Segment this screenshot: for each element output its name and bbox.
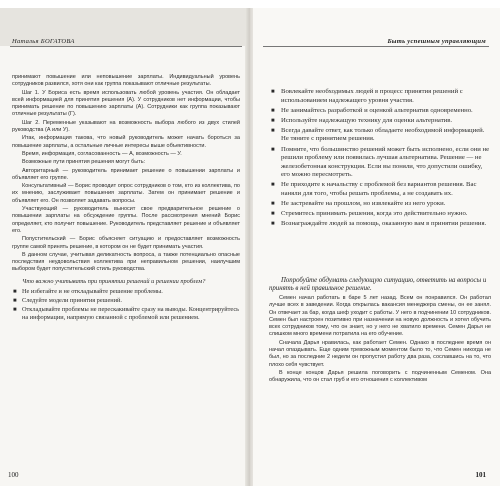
left-page-number: 100 <box>8 471 19 479</box>
bullet-icon: ■ <box>271 146 275 153</box>
list-item <box>269 146 491 180</box>
bullet-icon: ■ <box>271 89 275 95</box>
list-item-text: Не избегайте и не откладывайте решение проблемы. <box>22 287 163 295</box>
paragraph: Участвующий — руководитель выносит свое предварительное решение о повышении зарплаты на обсуждение группы. После рассмотрения мнений Борис определяет, кто получит повышение. Руководитель представляет решение и объявляет его. <box>12 206 240 234</box>
section-question: Что важно учитывать при принятии решений и решении проблем? <box>22 277 206 285</box>
list-item <box>12 297 240 305</box>
bullet-icon: ■ <box>271 182 275 189</box>
paragraph: принимают повышение или неповышение зарплаты. Индивидуальный уровень сотрудников развился, хотя они как группа показывают отличные результаты. <box>12 74 240 88</box>
list-item-text: Следуйте модели принятия решений. <box>22 296 122 304</box>
list-item-text: Вознаграждайте людей за помощь, оказанную вам в принятии решения. <box>281 220 487 228</box>
paragraph: Время, информация, согласованность — А, возможность — У. <box>22 150 182 157</box>
bullet-icon: ■ <box>13 297 17 304</box>
list-item <box>269 220 491 229</box>
paragraph: В данном случае, учитывая деликатность вопроса, а также потенциально опасные последствия неудовольствия коллектива при неправильном решении, наилучшим выбором будет попустительский стиль руководства. <box>12 251 240 273</box>
paragraph: Попустительский — Борис объясняет ситуацию и предоставляет возможность группе самой принять решение, в котором он не будет принимать участия. <box>12 236 240 250</box>
list-item-text: Вовлекайте необходимых людей в процесс принятия решений с использованием надлежащего уровня участия. <box>281 88 463 104</box>
list-item-text: Не приходите к начальству с проблемой без вариантов решения. Вас наняли для того, чтобы решать проблемы, а не создавать их. <box>281 181 477 198</box>
bullet-icon: ■ <box>13 306 17 313</box>
task-prompt: Попробуйте обдумать следующую ситуацию, ответить на вопросы и принять в ней правильное решение. <box>269 276 487 293</box>
page-margin-bottom <box>0 486 500 500</box>
list-item <box>269 107 491 116</box>
list-item-text: Стремитесь принимать решения, когда это действительно нужно. <box>281 210 468 218</box>
paragraph: Авторитарный — руководитель принимает решение о повышении зарплаты и объявляет его группе. <box>12 167 240 181</box>
list-item <box>269 117 491 126</box>
bullet-icon: ■ <box>271 221 275 228</box>
right-running-head: Быть успешным управляющим <box>387 38 486 45</box>
list-item <box>269 181 491 198</box>
right-bullet-list <box>269 88 491 229</box>
list-item-text: Помните, что большинство решений может быть исполнено, если они не решили проблему или появилась лучшая альтернатива. Решение — не железобетонная конструкция. Если вы поняли, что допустили ошибку, его можно пересмотреть. <box>281 145 490 179</box>
paragraph: Шаг 1. У Бориса есть время использовать любой уровень участия. Он обладает всей информацией для принятия решения (А). У сотрудников нет информации, чтобы принимать решение по повышению зарплаты (А). Сотрудники как группа показывают отличные результаты (Г). <box>12 89 240 118</box>
left-page <box>0 8 247 486</box>
bullet-icon: ■ <box>271 211 275 218</box>
bullet-icon: ■ <box>271 201 275 208</box>
list-item <box>269 200 491 209</box>
paragraph: Семен начал работать в баре 5 лет назад. Всем он понравился. Он работал лучше всех в заведении. Когда открылась вакансия менеджера смены, он ее занял. Он отвечает за бар, когда шеф уходит с работы. У него в подчинении 10 сотрудников. Семен был настроен позитивно при назначении на новую должность и хотел обучить всех сотрудников тому, что он знает, но у него не хватило времени. Семен Дарья не слишком много времени потратила на его обучение. <box>269 295 491 338</box>
paragraph: Возможные пути принятия решения могут быть: <box>22 159 146 166</box>
bullet-icon: ■ <box>271 117 275 124</box>
left-running-head: Наталья БОГАТОВА <box>12 38 75 45</box>
left-body-text <box>12 74 240 323</box>
right-page-number: 101 <box>475 471 486 479</box>
list-item-text: Откладывайте проблемы не перескакивайте сразу на выводы. Концентрируйтесь на информации, напрямую связанной с проблемой или решением. <box>22 305 239 321</box>
list-item <box>269 127 491 144</box>
bullet-icon: ■ <box>13 288 17 295</box>
left-header-rule <box>10 46 242 47</box>
right-header-rule <box>263 46 489 47</box>
paragraph: В конце концов Дарья решила поговорить с подчиненным Семеном. Она обнаружила, что он стал груб и его отношения с коллективом <box>269 369 491 384</box>
left-bullet-list <box>12 288 240 322</box>
list-item <box>269 210 491 219</box>
bullet-icon: ■ <box>271 107 275 114</box>
list-item <box>12 288 240 296</box>
bullet-icon: ■ <box>271 127 275 134</box>
right-bullet-block <box>269 86 491 230</box>
case-story <box>269 295 491 386</box>
list-item-text: Всегда давайте ответ, как только обладаете необходимой информацией. Не тяните с принятием решения. <box>281 126 485 143</box>
paragraph: Консультативный — Борис проводит опрос сотрудников о том, кто из коллектива, по их мнению, заслуживает повышения зарплаты. Затем он принимает решение и объявляет его. Он позволяет задавать вопросы. <box>12 183 240 204</box>
list-item-text: Не застревайте на прошлом, но извлекайте из него уроки. <box>281 200 446 208</box>
paragraph: Сначала Дарья нравилась, как работает Семен. Однако в последнее время он начал опаздывать. Еще одним тревожным моментом было то, что Семен никогда не был, но за последние 2 недели он пропустил работу два раза, сославшись на то, что плохо себя чувствует. <box>269 339 491 368</box>
paragraph: Итак, информация такова, что новый руководитель может начать бороться за повышение зарплаты, а остальные личные интересы выше объективности. <box>12 135 240 149</box>
list-item-text: Не занимайтесь разработкой и оценкой альтернатив одновременно. <box>281 106 473 114</box>
list-item <box>12 306 240 322</box>
right-page <box>253 8 500 486</box>
list-item-text: Используйте надлежащую технику для оценки альтернатив. <box>281 116 453 124</box>
paragraph: Шаг 2. Переменные указывают на возможность выбора любого из двух стилей руководства (А или У). <box>12 119 240 134</box>
list-item <box>269 88 491 105</box>
book-spread <box>0 8 500 486</box>
